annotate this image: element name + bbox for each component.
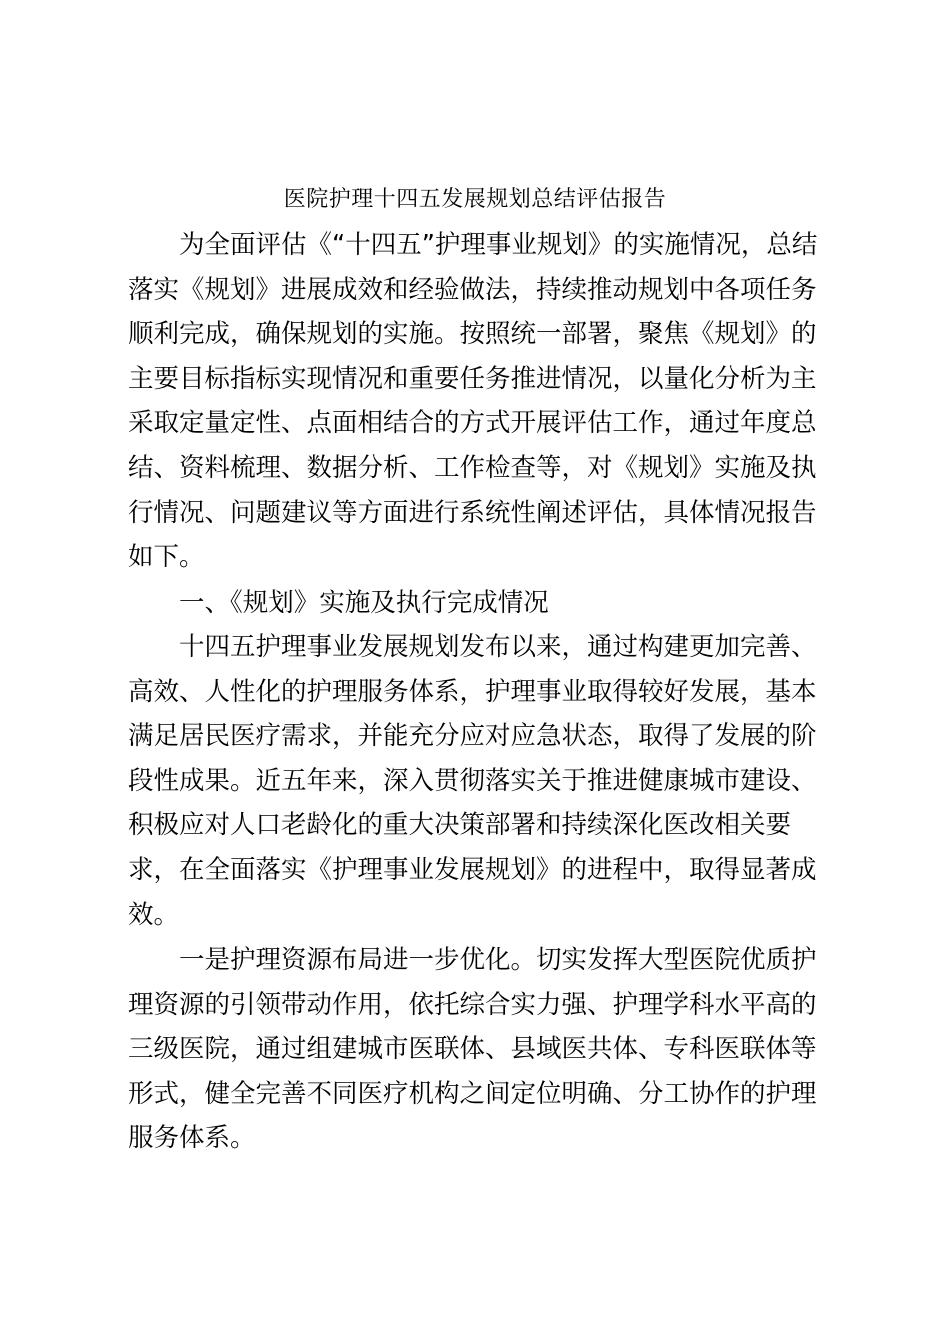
text-line: 高效、人性化的护理服务体系，护理事业取得较好发展，基本	[128, 676, 817, 707]
text-line: 结、资料梳理、数据分析、工作检查等，对《规划》实施及执	[128, 452, 817, 483]
text-line: 理资源的引领带动作用，依托综合实力强、护理学科水平高的	[128, 989, 817, 1020]
section-heading-text: 一、《规划》实施及执行完成情况	[179, 588, 549, 618]
text-line: 积极应对人口老龄化的重大决策部署和持续深化医改相关要	[128, 810, 792, 841]
text-line: 段性成果。近五年来，深入贯彻落实关于推进健康城市建设、	[128, 765, 817, 796]
text-line: 一是护理资源布局进一步优化。切实发挥大型医院优质护	[179, 945, 817, 975]
text-line: 顺利完成，确保规划的实施。按照统一部署，聚焦《规划》的	[128, 319, 817, 350]
text-line: 求，在全面落实《护理事业发展规划》的进程中，取得显著成	[128, 854, 817, 885]
text-line: 满足居民医疗需求，并能充分应对应急状态，取得了发展的阶	[128, 721, 817, 752]
section-heading	[128, 581, 828, 626]
text-line: 行情况、问题建议等方面进行系统性阐述评估，具体情况报告	[128, 497, 817, 528]
document-title: 医院护理十四五发展规划总结评估报告	[283, 187, 667, 212]
paragraph-overview	[128, 625, 828, 937]
text-line: 形式，健全完善不同医疗机构之间定位明确、分工协作的护理	[128, 1078, 817, 1109]
text-line: 落实《规划》进展成效和经验做法，持续推动规划中各项任务	[128, 274, 817, 305]
text-line: 如下。	[128, 542, 205, 573]
paragraph-intro	[128, 223, 828, 580]
text-line: 采取定量定性、点面相结合的方式开展评估工作，通过年度总	[128, 408, 817, 439]
text-line: 主要目标指标实现情况和重要任务推进情况，以量化分析为主	[128, 363, 817, 394]
text-line: 效。	[128, 899, 180, 930]
text-line: 为全面评估《“十四五”护理事业规划》的实施情况，总结	[179, 230, 818, 260]
text-line: 十四五护理事业发展规划发布以来，通过构建更加完善、	[179, 632, 817, 662]
text-line: 服务体系。	[128, 1123, 256, 1154]
text-line: 三级医院，通过组建城市医联体、县域医共体、专科医联体等	[128, 1034, 817, 1065]
paragraph-resources	[128, 938, 828, 1161]
